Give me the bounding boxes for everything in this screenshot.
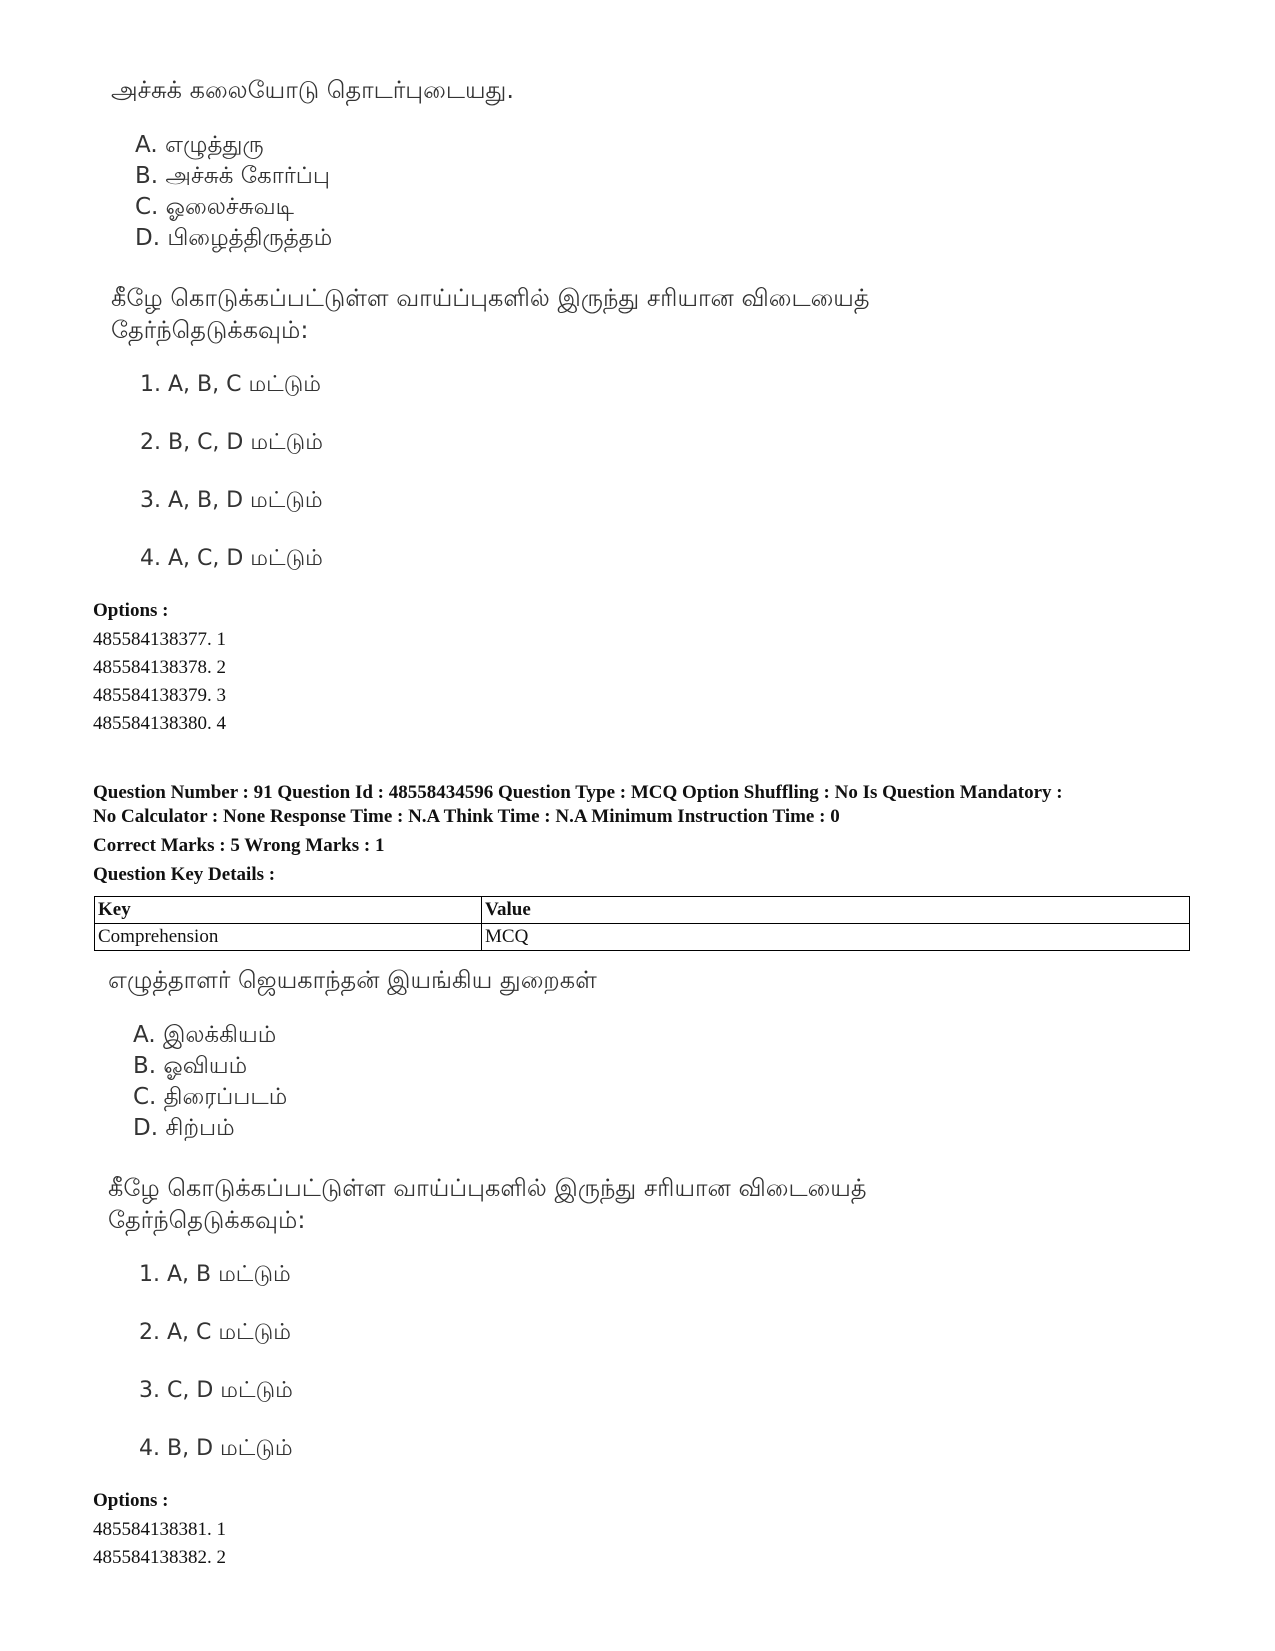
- option-id-row: 485584138382. 2: [93, 1547, 226, 1568]
- question-90-instruction-line2: தேர்ந்தெடுக்கவும்:: [111, 316, 309, 344]
- question-91-options-label: Options :: [93, 1490, 169, 1511]
- question-91-meta-line1: Question Number : 91 Question Id : 48558434596 Question Type : MCQ Option Shuffling : No Is Question Mandatory :: [93, 782, 1063, 803]
- question-91-stem: எழுத்தாளர் ஜெயகாந்தன் இயங்கிய துறைகள்: [108, 966, 597, 994]
- option-id-row: 485584138379. 3: [93, 685, 226, 706]
- question-91-key-details-label: Question Key Details :: [93, 864, 276, 885]
- question-90-choice-2: 2. B, C, D மட்டும்: [140, 430, 323, 455]
- question-91-instruction-line1: கீழே கொடுக்கப்பட்டுள்ள வாய்ப்புகளில் இருந்து சரியான விடையைத்: [108, 1174, 867, 1202]
- letter-option-d: D. பிழைத்திருத்தம்: [135, 225, 333, 251]
- question-91-marks: Correct Marks : 5 Wrong Marks : 1: [93, 835, 385, 856]
- table-row: [95, 924, 1190, 951]
- table-cell-value: MCQ: [482, 924, 1190, 951]
- option-id-row: 485584138377. 1: [93, 629, 226, 650]
- question-90-stem: அச்சுக் கலையோடு தொடர்புடையது.: [111, 76, 514, 104]
- letter-option-c: C. ஓலைச்சுவடி: [135, 194, 294, 220]
- question-91-instruction-line2: தேர்ந்தெடுக்கவும்:: [108, 1206, 306, 1234]
- letter-option-b: B. ஓவியம்: [133, 1053, 248, 1079]
- question-91-choice-2: 2. A, C மட்டும்: [139, 1320, 291, 1345]
- letter-option-a: A. எழுத்துரு: [135, 132, 264, 158]
- question-90-letter-list: [135, 130, 332, 254]
- letter-option-d: D. சிற்பம்: [133, 1115, 235, 1141]
- option-id-row: 485584138378. 2: [93, 657, 226, 678]
- option-id-row: 485584138381. 1: [93, 1519, 226, 1540]
- question-91-meta-line2: No Calculator : None Response Time : N.A Think Time : N.A Minimum Instruction Time : 0: [93, 806, 840, 827]
- question-90-choice-3: 3. A, B, D மட்டும்: [140, 488, 323, 513]
- table-header-row: [95, 897, 1190, 924]
- table-header-value: Value: [482, 897, 1190, 924]
- table-header-key: Key: [95, 897, 482, 924]
- question-91-letter-list: [133, 1020, 287, 1144]
- question-90-choice-1: 1. A, B, C மட்டும்: [140, 372, 322, 397]
- letter-option-a: A. இலக்கியம்: [133, 1022, 277, 1048]
- option-id-row: 485584138380. 4: [93, 713, 226, 734]
- question-91-choice-3: 3. C, D மட்டும்: [139, 1378, 293, 1403]
- question-key-details-table: [94, 896, 1190, 951]
- question-90-options-label: Options :: [93, 600, 169, 621]
- question-91-choice-4: 4. B, D மட்டும்: [139, 1436, 293, 1461]
- question-90-options-list: [93, 626, 226, 738]
- question-91-options-list: [93, 1516, 226, 1572]
- table-cell-key: Comprehension: [95, 924, 482, 951]
- question-90-choice-4: 4. A, C, D மட்டும்: [140, 546, 323, 571]
- question-91-choice-1: 1. A, B மட்டும்: [139, 1262, 291, 1287]
- letter-option-b: B. அச்சுக் கோர்ப்பு: [135, 163, 331, 189]
- letter-option-c: C. திரைப்படம்: [133, 1084, 288, 1110]
- question-90-instruction-line1: கீழே கொடுக்கப்பட்டுள்ள வாய்ப்புகளில் இருந்து சரியான விடையைத்: [111, 284, 870, 312]
